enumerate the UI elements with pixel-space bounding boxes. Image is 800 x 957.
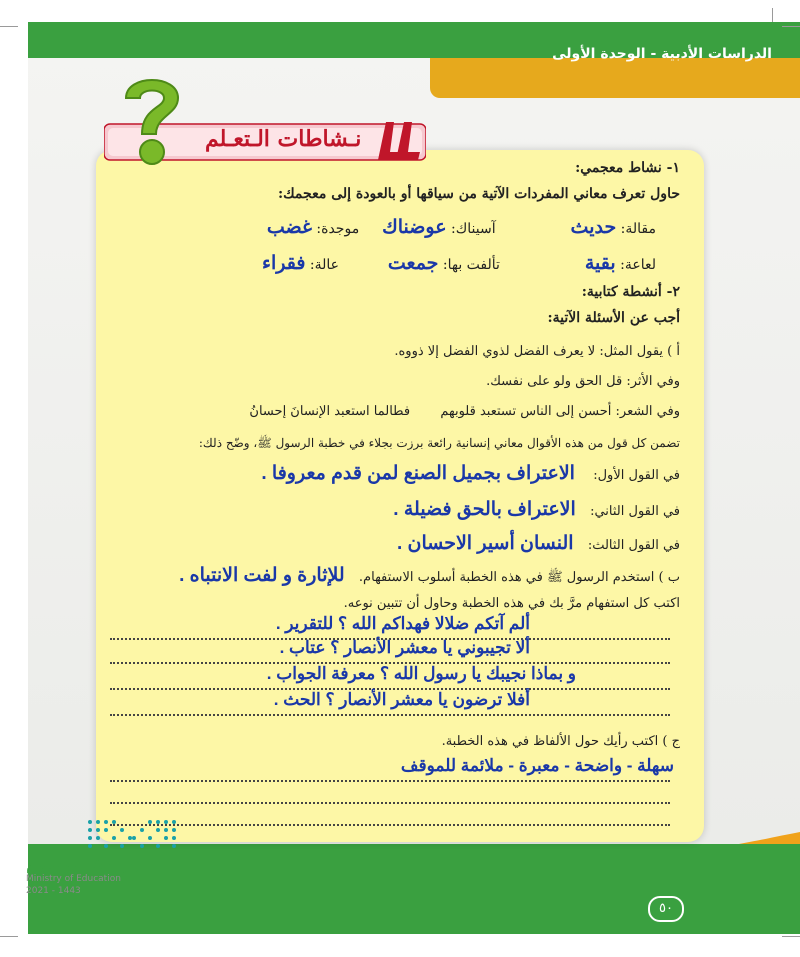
crop-mark xyxy=(0,26,18,27)
activity1-instruction: حاول تعرف معاني المفردات الآتية من سياقها أو بالعودة إلى معجمك: xyxy=(277,186,680,202)
vocab-row-2 xyxy=(262,252,656,275)
crop-mark xyxy=(0,936,18,937)
answer-dotted-line xyxy=(110,802,670,804)
vocab-word: تألفت بها: xyxy=(442,257,500,273)
vocab-answer: فقراء xyxy=(262,253,306,274)
poetry-line xyxy=(249,404,680,419)
poetry-half-2: فطالما استعبد الإنسانَ إحسانُ xyxy=(249,404,411,419)
poetry-half-1: أحسن إلى الناس تستعبد قلوبهم xyxy=(440,404,612,419)
vocab-word: عالة: xyxy=(309,257,339,273)
crop-mark xyxy=(782,936,800,937)
crop-mark xyxy=(772,8,773,22)
saying3-line xyxy=(397,532,680,555)
vocab-answer: بقية xyxy=(584,253,616,274)
question-b-text: ب ) استخدم الرسول ﷺ في هذه الخطبة أسلوب الاستفهام. xyxy=(358,570,680,585)
vocab-answer: عوضناك xyxy=(382,217,447,238)
answer-dotted-line xyxy=(110,714,670,716)
b-answer-4: أفلا ترضون يا معشر الأنصار ؟ الحث . xyxy=(273,690,530,709)
unit-title: الدراسات الأدبية - الوحدة الأولى xyxy=(552,46,772,62)
saying1-line xyxy=(261,462,680,485)
athar-line: وفي الأثر: قل الحق ولو على نفسك. xyxy=(486,374,680,389)
question-mark-icon xyxy=(112,68,192,168)
task-b-line: اكتب كل استفهام مرَّ بك في هذه الخطبة وحاول أن تتبين نوعه. xyxy=(343,596,680,611)
saying2-label: في القول الثاني: xyxy=(590,504,680,519)
b-answer-3: و بماذا نجيبك يا رسول الله ؟ معرفة الجواب . xyxy=(266,664,576,683)
task-a-line: تضمن كل قول من هذه الأقوال معاني إنسانية رائعة برزت بجلاء في خطبة الرسول ﷺ، وضّح ذلك: xyxy=(198,436,680,450)
proverb-line: أ ) يقول المثل: لا يعرف الفضل لذوي الفضل إلا ذووه. xyxy=(394,344,680,359)
crop-mark xyxy=(782,26,800,27)
saying3-label: في القول الثالث: xyxy=(587,538,680,553)
question-b-line xyxy=(179,564,680,588)
vocab-answer: جمعت xyxy=(387,253,439,274)
ministry-logo-icon xyxy=(86,818,178,850)
ministry-name-en: Ministry of Education xyxy=(26,874,121,884)
vocab-word: مقالة: xyxy=(620,221,656,237)
vocab-row-1 xyxy=(267,216,656,239)
question-b-answer: للإثارة و لفت الانتباه . xyxy=(179,565,345,586)
b-answer-1: ألم آتكم ضلالا فهداكم الله ؟ للتقرير . xyxy=(275,614,530,633)
activity2-instruction: أجب عن الأسئلة الآتية: xyxy=(547,310,680,326)
c-answer: سهلة - واضحة - معبرة - ملائمة للموقف xyxy=(400,756,674,775)
saying1-label: في القول الأول: xyxy=(593,468,680,483)
vocab-word: آسيناك: xyxy=(451,221,496,237)
saying2-line xyxy=(393,498,680,521)
saying1-answer: الاعتراف بجميل الصنع لمن قدم معروفا . xyxy=(261,463,575,484)
b-answer-2: ألا تجيبوني يا معشر الأنصار ؟ عتاب . xyxy=(279,638,530,657)
vocab-word: موجدة: xyxy=(316,221,360,237)
ministry-name: وزارة التعـليم xyxy=(26,854,140,874)
poetry-label: وفي الشعر: xyxy=(615,404,680,419)
header-tab xyxy=(430,58,800,98)
saying2-answer: الاعتراف بالحق فضيلة . xyxy=(393,499,576,520)
answer-dotted-line xyxy=(110,824,670,826)
edition-year: 2021 - 1443 xyxy=(26,886,81,896)
answer-dotted-line xyxy=(110,780,670,782)
activity1-heading: ١- نشاط معجمي: xyxy=(575,160,680,176)
task-c-line: ج ) اكتب رأيك حول الألفاظ في هذه الخطبة. xyxy=(441,734,680,749)
bottom-green-band xyxy=(28,844,800,934)
banner-title: نـشاطات الـتعـلم xyxy=(205,126,362,152)
vocab-answer: غضب xyxy=(266,217,312,238)
saying3-answer: النسان أسير الاحسان . xyxy=(396,533,574,554)
page-number: ٥٠ xyxy=(648,896,684,922)
vocab-answer: حديث xyxy=(570,217,617,238)
activity2-heading: ٢- أنشطة كتابية: xyxy=(581,284,680,300)
vocab-word: لعاعة: xyxy=(620,257,656,273)
